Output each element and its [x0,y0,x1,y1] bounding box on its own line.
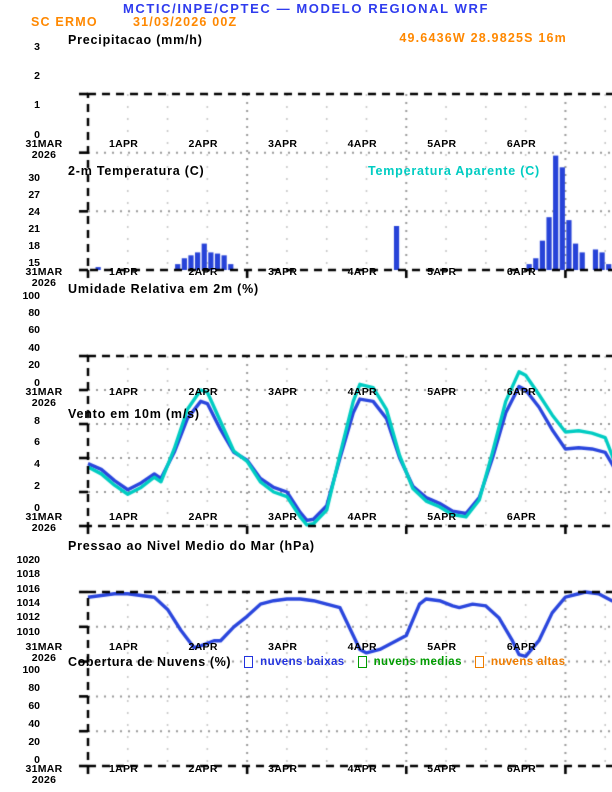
x-tick-year-label: 2026 [31,774,57,786]
y-tick-label: 2 [34,479,40,492]
x-tick-label: 5APR [427,266,457,278]
y-tick-label: 80 [28,681,40,694]
x-tick-label: 5APR [427,511,457,523]
y-tick-label: 1014 [16,596,40,609]
x-tick-label: 2APR [188,138,218,150]
y-tick-label: 0 [34,753,40,766]
x-tick-label: 1APR [108,138,139,150]
x-tick-label: 1APR [108,266,139,278]
x-tick-year-label: 2026 [31,149,57,161]
y-tick-label: 30 [28,171,40,184]
location-label: 49.6436W 28.9825S 16m [399,31,567,45]
y-tick-label: 21 [28,222,40,235]
y-tick-label: 1 [34,99,40,112]
x-tick-label: 31MAR [25,511,63,523]
x-tick-label: 1APR [108,763,139,775]
y-tick-label: 100 [22,663,40,676]
x-tick-label: 4APR [347,138,377,150]
y-tick-label: 1010 [16,625,40,638]
x-tick-label: 3APR [268,641,298,653]
x-tick-year-label: 2026 [31,397,57,409]
y-tick-label: 15 [28,256,40,269]
x-tick-label: 31MAR [25,138,63,150]
y-tick-label: 60 [28,699,40,712]
station-label: SC ERMO [31,15,98,29]
x-tick-label: 4APR [347,641,377,653]
y-tick-label: 0 [34,376,40,389]
y-tick-label: 0 [34,128,40,141]
x-tick-year-label: 2026 [31,522,57,534]
legend-swatch-nuvens-baixas-icon [244,656,253,668]
x-tick-label: 31MAR [25,266,63,278]
x-tick-label: 1APR [108,386,139,398]
x-tick-label: 2APR [188,641,218,653]
y-tick-label: 60 [28,324,40,337]
y-tick-label: 1018 [16,568,40,581]
clouds-title-row [68,655,565,669]
x-tick-label: 6APR [506,641,537,653]
x-tick-label: 3APR [268,511,298,523]
y-tick-label: 18 [28,239,40,252]
y-tick-label: 40 [28,341,40,354]
legend-swatch-nuvens-medias-icon [358,656,367,668]
x-tick-label: 6APR [506,511,537,523]
x-tick-label: 4APR [347,511,377,523]
y-tick-label: 80 [28,306,40,319]
x-tick-label: 6APR [506,266,537,278]
x-tick-label: 2APR [188,386,218,398]
y-tick-label: 24 [28,205,40,218]
y-tick-label: 4 [34,458,40,470]
y-tick-label: 27 [28,188,40,201]
page-title: MCTIC/INPE/CPTEC — MODELO REGIONAL WRF [122,1,490,16]
legend-swatch-nuvens-altas-icon [475,656,484,668]
x-tick-year-label: 2026 [31,277,57,289]
x-tick-label: 2APR [188,266,218,278]
x-tick-label: 3APR [268,763,298,775]
x-tick-label: 4APR [347,763,377,775]
x-tick-label: 2APR [188,763,218,775]
y-tick-label: 6 [34,436,40,449]
y-tick-label: 1020 [16,553,40,566]
x-tick-label: 6APR [506,763,537,775]
x-tick-label: 3APR [268,266,298,278]
x-tick-label: 1APR [108,511,139,523]
x-tick-label: 3APR [268,386,298,398]
y-tick-label: 3 [34,40,40,53]
y-tick-label: 0 [34,501,40,514]
panel-title-precipitacao: Precipitacao (mm/h) [68,33,203,47]
x-tick-label: 31MAR [25,641,63,653]
legend-label-nuvens-medias: nuvens medias [373,656,462,668]
legend-temperatura-aparente: Temperatura Aparente (C) [368,164,541,178]
y-tick-label: 40 [28,717,40,730]
x-tick-label: 5APR [427,763,457,775]
x-tick-label: 3APR [268,138,298,150]
x-tick-year-label: 2026 [31,652,57,664]
x-tick-label: 6APR [506,386,537,398]
panel-title-vento: Vento em 10m (m/s) [68,407,200,421]
x-tick-label: 5APR [427,641,457,653]
x-tick-label: 2APR [188,511,218,523]
y-tick-label: 2 [34,69,40,82]
x-tick-label: 4APR [347,266,377,278]
y-tick-label: 20 [28,735,40,748]
x-tick-label: 31MAR [25,386,63,398]
x-tick-label: 5APR [427,138,457,150]
y-tick-label: 1016 [16,582,40,595]
legend-label-nuvens-baixas: nuvens baixas [260,656,345,668]
x-tick-label: 6APR [506,138,537,150]
run-datetime-label: 31/03/2026 00Z [133,15,238,29]
panel-title-umidade: Umidade Relativa em 2m (%) [68,282,259,296]
y-tick-label: 100 [22,289,40,302]
panel-title-pressao: Pressao ao Nivel Medio do Mar (hPa) [68,539,315,553]
panel-title-nuvens: Cobertura de Nuvens (%) [68,655,232,669]
legend-label-nuvens-altas: nuvens altas [490,656,566,668]
y-tick-label: 1012 [16,611,40,624]
y-tick-label: 20 [28,359,40,372]
x-tick-label: 1APR [108,641,139,653]
x-tick-label: 5APR [427,386,457,398]
y-tick-label: 8 [34,414,40,427]
x-tick-label: 4APR [347,386,377,398]
panel-title-temperatura: 2-m Temperatura (C) [68,164,205,178]
x-tick-label: 31MAR [25,763,63,775]
